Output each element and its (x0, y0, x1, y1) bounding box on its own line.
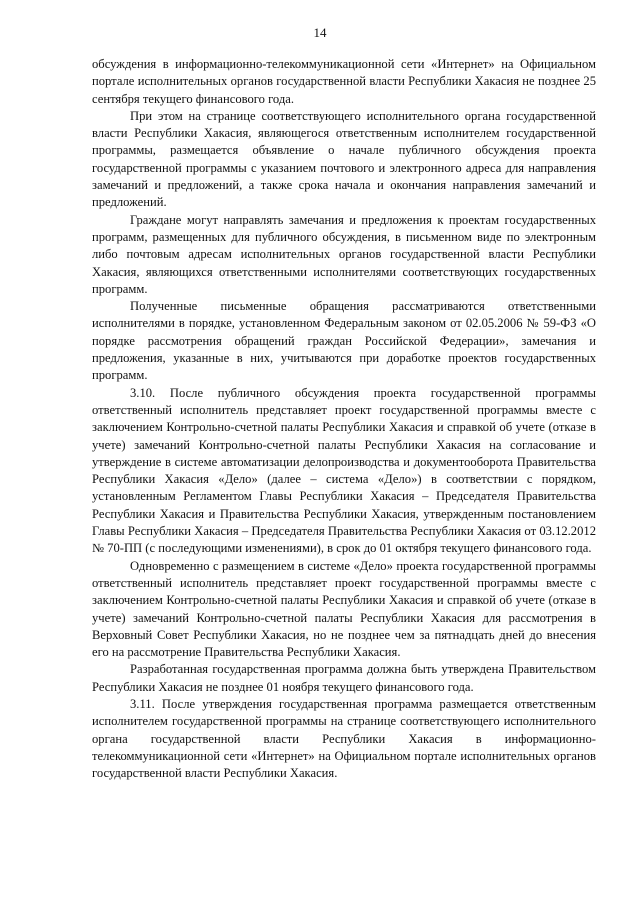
paragraph-written-appeals: Полученные письменные обращения рассматриваются ответственными исполнителями в порядке, установленном Федеральным законом от 02.05.2006 № 59-ФЗ «О порядке рассмотрения обращений граждан Российской Федерации», замечания и предложения, указанные в них, учитываются при доработке проектов государственных программ. (92, 299, 596, 383)
paragraph-citizen-comments: Граждане могут направлять замечания и предложения к проектам государственных программ, размещенных для публичного обсуждения, в письменном виде по электронным либо почтовым адресам исполнительных органов государственной власти Республики Хакасия, являющихся ответственными исполнителями соответствующих государственных программ. (92, 212, 596, 296)
paragraph-section-3-11: 3.11. После утверждения государственная программа размещается ответственным исполнителем государственной программы на странице соответствующего исполнительного органа государственной власти Республики Хакасия в информационно-телекоммуникационной сети «Интернет» на Официальном портале исполнительных органов государственной власти Республики Хакасия. (92, 696, 596, 781)
paragraph-announcement: При этом на странице соответствующего исполнительного органа государственной власти Республики Хакасия, являющегося ответственным исполнителем государственной программы, размещается объявление о начале публичного обсуждения проекта государственной программы с указанием почтового и электронного адреса для направления замечаний и предложений, а также срока начала и окончания направления замечаний и предложений. (92, 108, 596, 210)
paragraph-simultaneous-submission: Одновременно с размещением в системе «Дело» проекта государственной программы ответственный исполнитель представляет проект государственной программы вместе с заключением Контрольно-счетной палаты Республики Хакасия и справкой об учете (отказе в учете) замечаний Контрольно-счетной палаты Республики Хакасия для рассмотрения в Верховный Совет Республики Хакасия, но не позднее чем за пятнадцать дней до внесения его на рассмотрение Правительства Республики Хакасия. (92, 558, 596, 660)
paragraph-continuation: обсуждения в информационно-телекоммуникационной сети «Интернет» на Официальном портале исполнительных органов государственной власти Республики Хакасия не позднее 25 сентября текущего финансового года. (92, 57, 596, 106)
page-number: 14 (313, 25, 327, 40)
paragraph-section-3-10: 3.10. После публичного обсуждения проекта государственной программы ответственный исполнитель представляет проект государственной программы вместе с заключением Контрольно-счетной палаты Республики Хакасия и справкой об учете (отказе в учете) замечаний Контрольно-счетной палаты Республики Хакасия на согласование и утверждение в системе автоматизации делопроизводства и документооборота Правительства Республики Хакасия «Дело» (далее – система «Дело») в соответствии с порядком, установленным Регламентом Главы Республики Хакасия – Председателя Правительства Республики Хакасия и Правительства Республики Хакасия, утвержденным постановлением Главы Республики Хакасия – Председателя Правительства Республики Хакасия от 03.12.2012 № 70-ПП (с последующими изменениями), в срок до 01 октября текущего финансового года. (92, 385, 596, 556)
paragraph-approval-deadline: Разработанная государственная программа должна быть утверждена Правительством Республики Хакасия не позднее 01 ноября текущего финансового года. (92, 662, 596, 694)
document-body (92, 56, 596, 782)
